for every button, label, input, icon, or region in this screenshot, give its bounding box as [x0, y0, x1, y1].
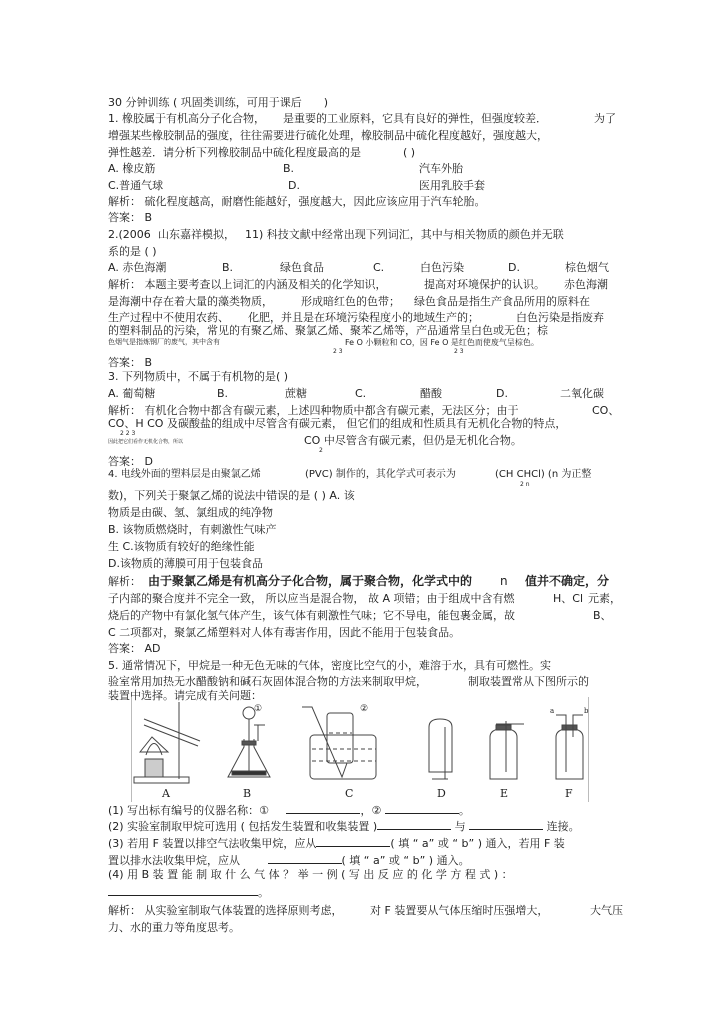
answer-blank-5	[316, 836, 390, 847]
q5-part4-answer	[108, 885, 269, 899]
q3-option-a: A. 葡萄糖	[108, 387, 156, 400]
q1-text: 是重要的工业原料，它具有良好的弹性，但强度较差．	[283, 112, 547, 125]
q4-analysis: 子内部的聚合度并不完全一致， 所以应当是混合物， 故 A 项错；由于组成中含有燃	[108, 592, 515, 605]
q2-analysis: 化肥，并且是在环境污染程度小的地域生产的；	[248, 311, 479, 324]
q5-part1	[108, 803, 470, 817]
q3-option-d-label: D.	[496, 387, 508, 400]
q5-part1-end: 。	[458, 804, 470, 817]
q1-option-b: 汽车外胎	[419, 162, 463, 175]
q1-answer: 答案： B	[108, 211, 153, 224]
q3-subscript: 2 2 3	[120, 430, 136, 437]
mark-b: b	[584, 707, 589, 715]
q3-option-c-label: C.	[355, 387, 367, 400]
q5-part4-end: 。	[258, 886, 269, 899]
q5-analysis: 大气压	[590, 904, 623, 917]
figure-label-f: F	[565, 787, 573, 800]
answer-blank-4	[469, 819, 543, 830]
q2-subscript: 2 3	[333, 348, 343, 355]
q2-analysis: 色烟气是指炼钢厂的废气，其中含有	[108, 338, 220, 346]
q1-text: 增强某些橡胶制品的强度，往往需要进行硫化处理，橡胶制品中硫化程度越好，强度越大，	[108, 129, 548, 142]
q4-text: 数)，下列关于聚氯乙烯的说法中错误的是 ( ) A. 该	[108, 489, 355, 502]
q4-subscript: 2 n	[520, 481, 530, 488]
q3-analysis: CO、H CO 及碳酸盐的组成中尽管含有碳元素， 但它们的组成和性质具有无机化合物的特点，	[108, 417, 567, 430]
q5-part2	[108, 819, 580, 833]
figure-label-a: A	[162, 787, 170, 800]
apparatus-d	[429, 719, 452, 779]
q2-option-d-label: D.	[508, 261, 520, 274]
q2-analysis: 生产过程中不使用农药、	[108, 311, 229, 324]
answer-blank-7	[108, 885, 258, 896]
q3-option-b: 蔗糖	[285, 387, 307, 400]
q4-analysis: 由于聚氯乙烯是有机高分子化合物，属于聚合物，化学式中的	[148, 574, 473, 588]
answer-blank-1	[286, 803, 360, 814]
q2-option-c-label: C.	[373, 261, 385, 274]
q2-analysis: 的塑料制品的污染，常见的有聚乙烯、聚氯乙烯、聚苯乙烯等，产品通常呈白色或无色；棕	[108, 324, 548, 337]
q5-text: 装置中选择。请完成有关问题：	[108, 689, 262, 702]
q5-part4: (4) 用 B 装 置 能 制 取 什 么 气 体 ？ 举 一 例 ( 写 出 反 应 的 化 学 方 程 式 ) ：	[108, 868, 513, 881]
q4-analysis: H、Cl	[553, 592, 584, 605]
q4-text: 4. 电线外面的塑料层是由聚氯乙烯	[108, 469, 261, 480]
q2-option-b: 绿色食品	[280, 261, 324, 274]
answer-blank-3	[377, 819, 451, 830]
mark-a: a	[550, 707, 555, 715]
q3-option-d: 二氧化碳	[560, 387, 604, 400]
q3-option-b-label: B.	[217, 387, 229, 400]
q1-option-a: A. 橡皮筋	[108, 162, 156, 175]
q2-text: 2.(2006	[108, 228, 151, 241]
q5-part3-text: (3) 若用 F 装置以排空气法收集甲烷，应从	[108, 837, 317, 850]
figure-label-e: E	[500, 787, 509, 800]
q3-analysis: CO、	[592, 404, 620, 417]
q4-answer: 答案： AD	[108, 642, 161, 655]
figure-label-b: B	[243, 787, 252, 800]
q4-text: (PVC) 制作的，其化学式可表示为	[305, 469, 456, 480]
q4-text: 生 C.该物质有较好的绝缘性能	[108, 540, 255, 553]
q2-analysis: 绿色食品是指生产食品所用的原料在	[414, 295, 590, 308]
figure-label-c: C	[345, 787, 354, 800]
q4-text: B. 该物质燃烧时，有刺激性气味产	[108, 523, 277, 536]
q1-text: 弹性越差．请分析下列橡胶制品中硫化程度最高的是	[108, 146, 361, 159]
q1-analysis: 解析： 硫化程度越高，耐磨性能越好，强度越大，因此应该应用于汽车轮胎。	[108, 195, 486, 208]
q5-part3	[108, 836, 565, 850]
q3-option-c: 醋酸	[420, 387, 442, 400]
q2-option-b-label: B.	[222, 261, 234, 274]
q2-analysis: 提高对环境保护的认识。	[424, 278, 545, 291]
q5-part2-end: 连接。	[546, 820, 580, 833]
q5-analysis: 解析： 从实验室制取气体装置的选择原则考虑，	[108, 904, 343, 917]
q2-text: 山东嘉祥模拟，	[158, 228, 235, 241]
q2-analysis: 赤色海潮	[564, 278, 608, 291]
q5-part1-sep: ，②	[360, 804, 382, 817]
answer-blank-2	[385, 803, 459, 814]
q1-option-c: C.普通气球	[108, 179, 164, 192]
mark-circled-2: ②	[360, 704, 369, 714]
q5-part2-and: 与	[454, 820, 466, 833]
apparatus-b	[228, 707, 270, 777]
q1-option-d: 医用乳胶手套	[419, 179, 485, 192]
q2-analysis: 白色污染是指废弃	[516, 311, 604, 324]
apparatus-c	[302, 707, 376, 779]
q5-part3-text: ( 填 “ a” 或 “ b” ) 通入，若用 F 装	[390, 837, 565, 850]
q5-text: 验室常用加热无水醋酸钠和碱石灰固体混合物的方法来制取甲烷，	[108, 675, 427, 688]
q5-part2-text: (2) 实验室制取甲烷可选用 ( 包括发生装置和收集装置 )	[108, 820, 378, 833]
q3-answer: 答案： D	[108, 455, 153, 468]
q3-subscript: 2	[319, 447, 323, 454]
figure-label-d: D	[437, 787, 446, 800]
answer-blank-6	[268, 853, 342, 864]
q4-analysis: B、	[593, 609, 612, 622]
q2-text: 系的是 ( )	[108, 245, 157, 258]
q5-part3-text: ( 填 “ a” 或 “ b” ) 通入。	[341, 854, 470, 867]
q2-text: 11) 科技文献中经常出现下列词汇，其中与相关物质的颜色并无联	[245, 228, 564, 241]
q4-analysis: n	[500, 574, 508, 588]
apparatus-figure	[131, 697, 589, 802]
q2-answer: 答案： B	[108, 356, 153, 369]
q4-analysis: 解析：	[108, 575, 141, 588]
q1-text: 1. 橡胶属于有机高分子化合物，	[108, 112, 265, 125]
apparatus-e	[490, 721, 524, 779]
q3-analysis: CO 中尽管含有碳元素，但仍是无机化合物。	[304, 434, 522, 447]
q4-analysis: 烧后的产物中有氯化氢气体产生，该气体有刺激性气味；它不导电，能包裹金属，故	[108, 609, 515, 622]
q2-analysis: Fe O 小颗粒和 CO，因 Fe O 是红色而使废气呈棕色。	[345, 338, 539, 347]
q3-analysis: 解析： 有机化合物中都含有碳元素，上述四种物质中都含有碳元素，无法区分；由于	[108, 404, 519, 417]
q1-bracket: ( )	[403, 146, 416, 159]
q5-text: 5. 通常情况下，甲烷是一种无色无味的气体，密度比空气的小，难溶于水，具有可燃性。实	[108, 659, 551, 672]
q2-option-a: A. 赤色海潮	[108, 261, 167, 274]
apparatus-f	[556, 715, 583, 779]
q2-option-d: 棕色烟气	[565, 261, 609, 274]
q4-text: D.该物质的薄膜可用于包装食品	[108, 557, 263, 570]
q5-part3-cont	[108, 853, 470, 867]
q3-text: 3. 下列物质中，不属于有机物的是( )	[108, 370, 289, 383]
q2-analysis: 形成暗红色的色带；	[301, 295, 400, 308]
q5-analysis: 力、水的重力等角度思考。	[108, 921, 240, 934]
q5-analysis: 对 F 装置要从气体压缩时压强增大，	[370, 904, 549, 917]
q3-analysis: 因此把它们看作无机化合物，所以	[108, 439, 184, 445]
mark-circled-1: ①	[254, 704, 263, 714]
q1-text: 为了	[594, 112, 616, 125]
q1-option-b-label: B.	[283, 162, 295, 175]
q4-analysis: 值并不确定，分	[525, 574, 610, 588]
q2-analysis: 是海潮中存在着大量的藻类物质，	[108, 295, 273, 308]
q2-option-c: 白色污染	[420, 261, 464, 274]
section-header: 30 分钟训练 ( 巩固类训练，可用于课后 )	[108, 96, 329, 109]
q4-text: (CH CHCl) (n 为正整	[495, 469, 592, 480]
apparatus-a	[134, 702, 200, 783]
q1-option-d-label: D.	[288, 179, 300, 192]
q4-analysis: 元素，	[588, 592, 621, 605]
q5-part3-text: 置以排水法收集甲烷，应从	[108, 854, 240, 867]
q2-analysis: 解析： 本题主要考查以上词汇的内涵及相关的化学知识，	[108, 278, 387, 291]
q4-text: 物质是由碳、氢、氯组成的纯净物	[108, 506, 273, 519]
q2-subscript: 2 3	[454, 348, 464, 355]
q5-text: 制取装置常从下图所示的	[468, 675, 589, 688]
q4-analysis: C 二项都对，聚氯乙烯塑料对人体有毒害作用，因此不能用于包装食品。	[108, 626, 461, 639]
q5-part1-text: (1) 写出标有编号的仪器名称：①	[108, 804, 269, 817]
